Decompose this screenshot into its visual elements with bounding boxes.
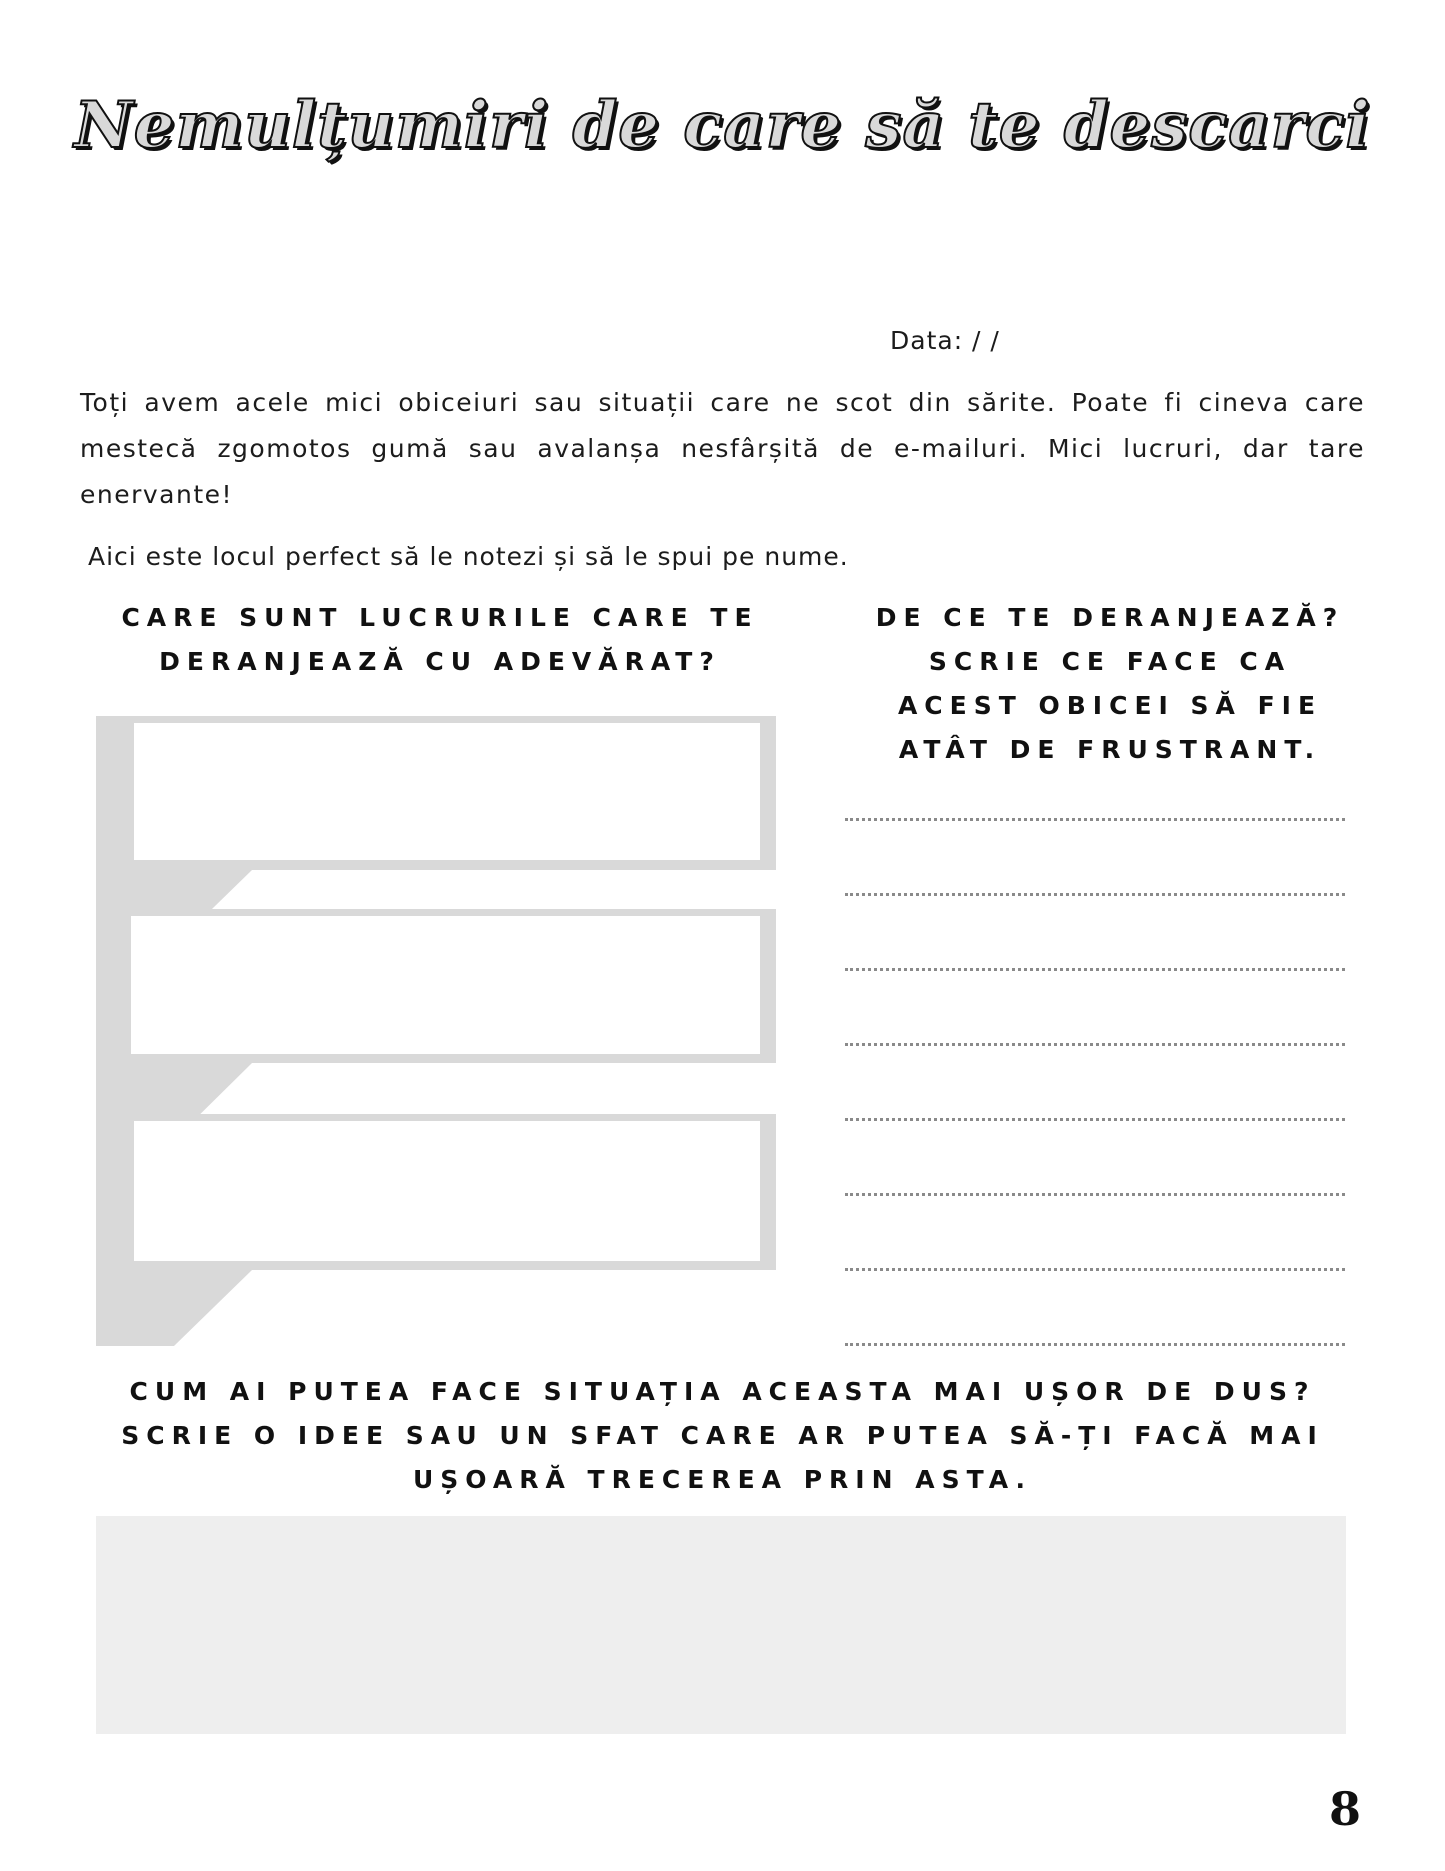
right-question-line: DE CE TE DERANJEAZĂ?: [875, 603, 1345, 632]
left-question-line: DERANJEAZĂ CU ADEVĂRAT?: [159, 647, 721, 676]
dotted-answer-line[interactable]: [845, 1043, 1345, 1046]
dotted-answer-line[interactable]: [845, 968, 1345, 971]
bottom-question-line: SCRIE O IDEE SAU UN SFAT CARE AR PUTEA SĂ-ȚI FACĂ MAI: [121, 1421, 1324, 1450]
dotted-answer-line[interactable]: [845, 1343, 1345, 1346]
write-box: [96, 1114, 776, 1346]
bottom-question-heading: [60, 1370, 1385, 1502]
bottom-question-line: UȘOARĂ TRECEREA PRIN ASTA.: [413, 1465, 1032, 1494]
right-question-line: SCRIE CE FACE CA: [928, 647, 1292, 676]
dotted-answer-line[interactable]: [845, 1193, 1345, 1196]
date-field[interactable]: Data: / /: [890, 326, 1000, 355]
left-question-line: CARE SUNT LUCRURILE CARE TE: [121, 603, 759, 632]
write-box-field[interactable]: [134, 1121, 760, 1261]
write-box-field[interactable]: [131, 916, 760, 1054]
dotted-answer-line[interactable]: [845, 818, 1345, 821]
answer-area[interactable]: [96, 1516, 1346, 1734]
right-question-line: ATÂT DE FRUSTRANT.: [898, 735, 1322, 764]
write-box: [96, 909, 776, 1140]
dotted-answer-line[interactable]: [845, 1118, 1345, 1121]
page-number: 8: [1328, 1782, 1361, 1836]
arrow-down-shape: [96, 1270, 252, 1346]
bottom-question-line: CUM AI PUTEA FACE SITUAȚIA ACEASTA MAI UȘOR DE DUS?: [129, 1377, 1316, 1406]
dotted-answer-line[interactable]: [845, 1268, 1345, 1271]
intro-paragraph: Toți avem acele mici obiceiuri sau situații care ne scot din sărite. Poate fi cineva care mestecă zgomotos gumă sau avalanșa nesfârșită de e-mailuri. Mici lucruri, dar tare enervante!: [80, 388, 1365, 509]
right-question-line: ACEST OBICEI SĂ FIE: [897, 691, 1323, 720]
write-box-field[interactable]: [134, 723, 760, 860]
dotted-answer-line[interactable]: [845, 893, 1345, 896]
page-title: Nemulțumiri de care să te descarci: [74, 88, 1371, 163]
intro-note: Aici este locul perfect să le notezi și să le spui pe nume.: [88, 542, 849, 571]
